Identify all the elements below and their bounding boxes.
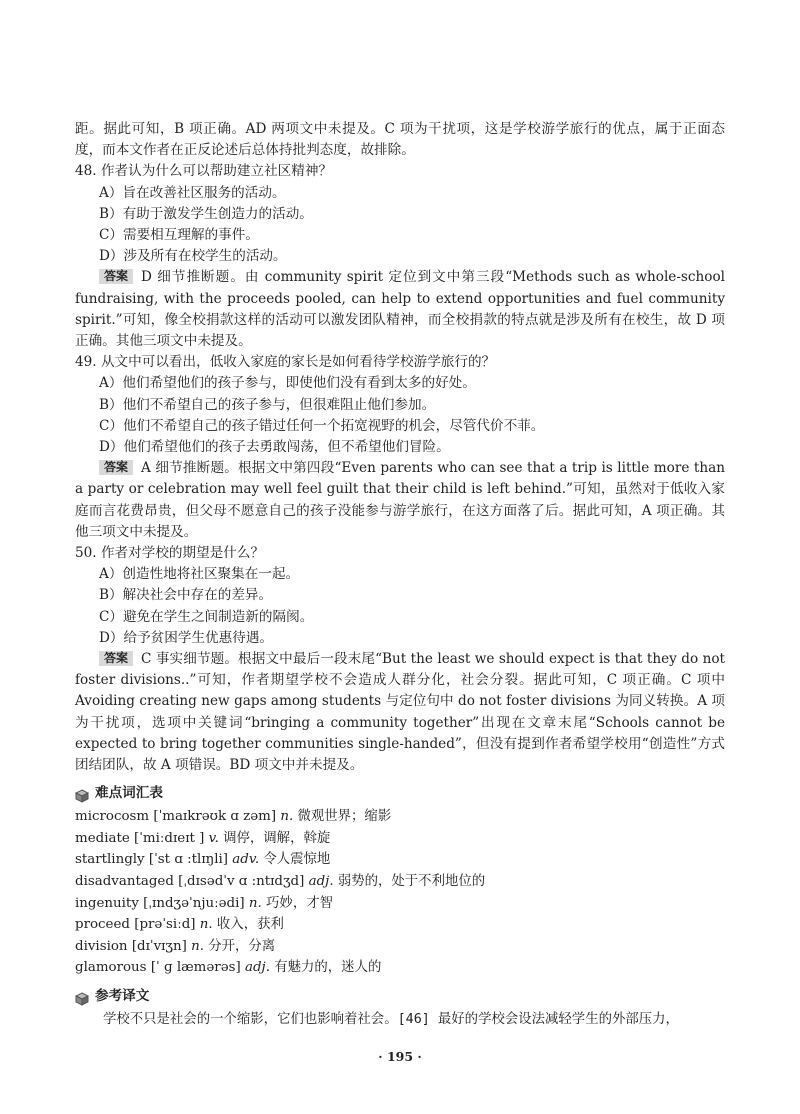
vocab-section-heading — [75, 780, 725, 806]
question-title: 48. 作者认为什么可以帮助建立社区精神？ — [75, 163, 333, 180]
vocab-pos: v. — [208, 830, 219, 846]
vocab-phonetic: [prəˈsiːd] — [134, 917, 196, 933]
answer-badge: 答案 — [99, 651, 133, 666]
vocab-phonetic: [ˈmaɪkrəʊk ɑ zəm] — [153, 809, 277, 825]
vocab-entry — [75, 806, 725, 828]
vocab-word: proceed — [75, 917, 130, 933]
vocab-meaning: 微观世界；缩影 — [297, 809, 392, 825]
translation-paragraph: 学校不只是社会的一个缩影，它们也影响着社会。[46] 最好的学校会设法减轻学生的外部压力， — [103, 1012, 679, 1028]
vocab-word: ingenuity — [75, 895, 139, 911]
option-b: B）有助于激发学生创造力的活动。 — [99, 205, 313, 222]
vocab-phonetic: [ˈmiːdɪeɪt ] — [134, 830, 205, 846]
vocab-pos: adj. — [245, 960, 270, 976]
vocab-entry — [75, 828, 725, 850]
vocab-entry — [75, 957, 725, 979]
vocab-word: microcosm — [75, 809, 150, 825]
vocab-list — [75, 806, 725, 979]
vocab-meaning: 有魅力的，迷人的 — [274, 960, 382, 976]
vocab-meaning: 令人震惊地 — [263, 852, 331, 868]
answer-explanation — [75, 458, 725, 543]
option-a: A）创造性地将社区聚集在一起。 — [99, 566, 300, 583]
option-d: D）给予贫困学生优惠待遇。 — [99, 629, 274, 646]
question-49 — [75, 352, 725, 543]
question-50 — [75, 543, 725, 776]
vocab-pos: n. — [280, 809, 294, 825]
vocab-phonetic: [ˈst ɑ :tlɪŋli] — [148, 852, 229, 868]
vocab-meaning: 收入，获利 — [216, 917, 284, 933]
vocab-word: disadvantaged — [75, 874, 174, 890]
option-c: C）需要相互理解的事件。 — [99, 227, 259, 244]
option-a: A）旨在改善社区服务的活动。 — [99, 184, 286, 201]
vocab-pos: adv. — [232, 852, 260, 868]
vocab-word: mediate — [75, 830, 130, 846]
vocab-entry — [75, 914, 725, 936]
vocab-phonetic: [dɪˈvɪʒn] — [131, 938, 187, 954]
vocab-meaning: 巧妙，才智 — [266, 895, 333, 911]
answer-explanation — [75, 649, 725, 776]
answer-text: A 细节推断题。根据文中第四段“Even parents who can see that a trip is little more than a party or celebration may well feel guilt that their child is left behind.”可知，虽然对于低收入家庭而言花费昂贵，但父母不愿意自己的孩子没能参与游学旅行，在这方面落了后。据此可知，A 项正确。其他三项文中未提及。 — [75, 460, 725, 540]
vocab-phonetic: [ˈ ɡ læmərəs] — [150, 960, 241, 976]
page-number: · 195 · — [378, 1049, 422, 1064]
vocab-pos: n. — [191, 938, 204, 954]
vocab-phonetic: [ˌdɪsədˈv ɑ :ntɪdʒd] — [178, 874, 305, 890]
answer-text: D 细节推断题。由 community spirit 定位到文中第三段“Methods such as whole-school fundraising, with the proceeds pooled, can help to extend opportunities and fuel community spirit.”可知，像全校捐款这样的活动可以激发团队精神，而全校捐款的特点就是涉及所有在校生，故 D 项正确。其他三项文中未提及。 — [75, 269, 725, 350]
option-c: C）他们不希望自己的孩子错过任何一个拓宽视野的机会，尽管代价不菲。 — [99, 417, 545, 434]
answer-badge: 答案 — [99, 269, 133, 284]
intro-paragraph: 距。据此可知，B 项正确。AD 两项文中未提及。C 项为干扰项，这是学校游学旅行的优点，属于正面态度，而本文作者在正反论述后总体持批判态度，故排除。 — [75, 121, 725, 159]
vocab-pos: n. — [248, 895, 262, 911]
vocab-pos: adj. — [308, 874, 334, 890]
vocab-meaning: 分开，分离 — [208, 938, 276, 954]
option-a: A）他们希望他们的孩子参与，即使他们没有看到太多的好处。 — [99, 375, 476, 392]
vocab-pos: n. — [199, 917, 213, 933]
vocab-phonetic: [ˌɪndʒəˈnjuːədi] — [143, 895, 245, 911]
page-content — [75, 119, 725, 1031]
answer-text: C 事实细节题。根据文中最后一段末尾“But the least we should expect is that they do not foster divisions..”可知，作者期望学校不会造成人群分化，社会分裂。据此可知，C 项正确。C 项中 Avoiding creating new gaps among students 与定位句中 do not foster divisions 为同义转换。A 项为干扰项，选项中关键词“bringing a community together”出现在文章末尾“Schools cannot be expected to bring together communities single-handed”，但没有提到作者希望学校用“创造性”方式团结团队，故 A 项错误。BD 项文中并未提及。 — [75, 651, 725, 774]
option-d: D）涉及所有在校学生的活动。 — [99, 248, 287, 265]
vocab-meaning: 弱势的，处于不利地位的 — [337, 874, 486, 890]
answer-badge: 答案 — [99, 460, 133, 475]
vocab-title: 难点词汇表 — [95, 785, 163, 802]
vocab-entry — [75, 893, 725, 915]
vocab-entry — [75, 849, 725, 871]
vocab-word: division — [75, 938, 128, 954]
translation-section-heading — [75, 983, 725, 1009]
vocab-entry — [75, 936, 725, 958]
cube-icon — [75, 989, 89, 1003]
translation-title: 参考译文 — [95, 988, 150, 1005]
vocab-word: glamorous — [75, 960, 147, 976]
question-title: 49. 从文中可以看出，低收入家庭的家长是如何看待学校游学旅行的？ — [75, 354, 496, 371]
vocab-word: startlingly — [75, 852, 145, 868]
question-title: 50. 作者对学校的期望是什么？ — [75, 545, 265, 562]
option-b: B）他们不希望自己的孩子参与，但很难阻止他们参加。 — [99, 396, 436, 413]
option-d: D）他们希望他们的孩子去勇敢闯荡，但不希望他们冒险。 — [99, 439, 450, 456]
cube-icon — [75, 786, 89, 800]
vocab-entry — [75, 871, 725, 893]
answer-explanation — [75, 267, 725, 352]
option-b: B）解决社会中存在的差异。 — [99, 587, 273, 604]
vocab-meaning: 调停，调解，斡旋 — [223, 830, 331, 846]
option-c: C）避免在学生之间制造新的隔阂。 — [99, 608, 314, 625]
question-48 — [75, 161, 725, 352]
